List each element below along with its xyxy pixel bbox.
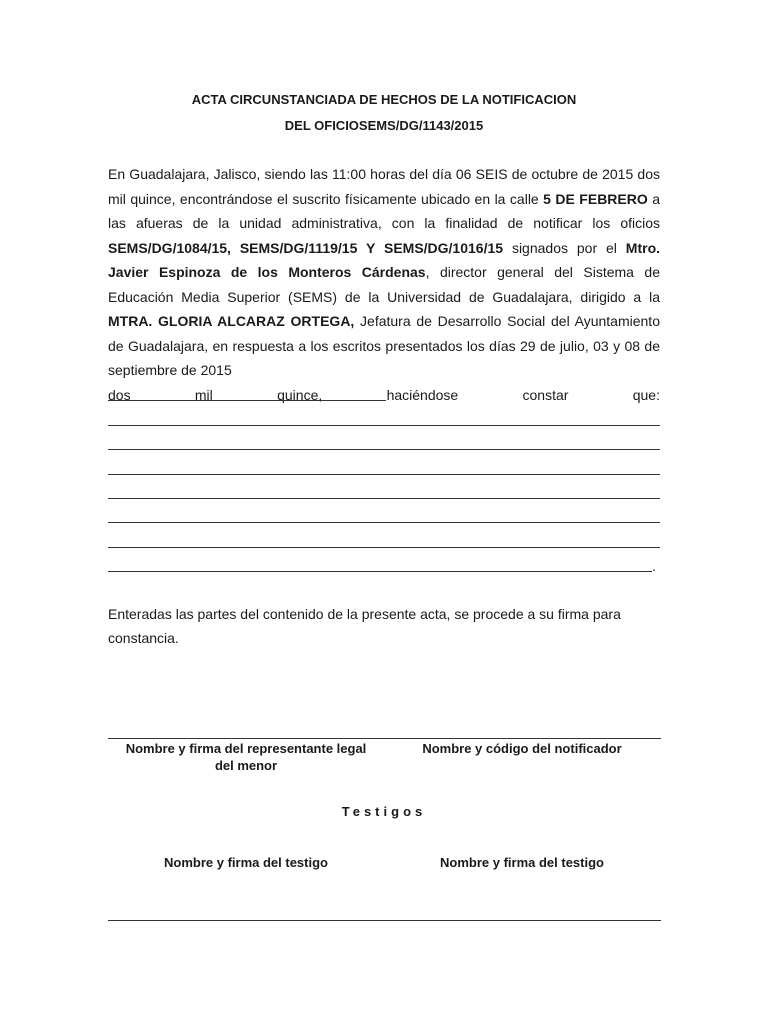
fill-in-line [108,547,660,548]
street-name: 5 DE FEBRERO [543,190,648,207]
body-text-part4: , director general del Sistema de Educación Media Superior (SEMS) de la Universidad de Guadalajara, dirigido a la [108,264,660,305]
signer-name: Mtro. Javier Espinoza de los Monteros Cárdenas [108,239,661,280]
fill-in-line [108,571,652,572]
notifier-signature-label: Nombre y código del notificador [422,741,622,756]
fill-in-line [108,449,660,450]
document-title-line2: DEL OFICIOSEMS/DG/1143/2015 [284,118,484,133]
body-text-part1: En Guadalajara, Jalisco, siendo las 11:00 horas del día 06 SEIS de octubre de 2015 dos mil quince, encontrándose el suscrito físicamente ubicado en la calle [108,166,660,207]
representative-label-line2: del menor [214,758,278,773]
last-word: dos [108,386,131,403]
document-title-line1: ACTA CIRCUNSTANCIADA DE HECHOS DE LA NOTIFICACION [191,92,577,107]
body-text-part3: signados por el [503,239,626,256]
signature-line [108,920,661,921]
fill-in-line [108,474,660,475]
representative-signature-label [108,740,384,774]
witnesses-heading: Testigos [341,804,427,819]
fill-in-line [108,425,660,426]
fill-in-line [108,400,386,401]
representative-label-line1: Nombre y firma del representante legal [125,741,367,756]
witness-signature-label: Nombre y firma del testigo [440,855,604,870]
witness-signature-label: Nombre y firma del testigo [164,855,328,870]
fill-in-end-period: . [652,558,656,574]
fill-in-line [108,522,660,523]
recipient-name: MTRA. GLORIA ALCARAZ ORTEGA, [108,313,355,329]
body-last-line [108,383,660,408]
last-word: quince, [277,386,323,403]
closing-paragraph: Enteradas las partes del contenido de la presente acta, se procede a su firma para constancia. [108,606,621,646]
fill-in-line [108,498,660,499]
last-word: haciéndose [386,386,459,403]
last-word: que: [632,386,660,403]
body-text-part2: a las afueras de la unidad administrativa, con la finalidad de notificar los oficios [108,190,661,231]
signature-line [108,738,661,739]
body-paragraph [108,162,660,407]
last-word: mil [194,386,213,403]
body-text-part5: Jefatura de Desarrollo Social del Ayuntamiento de Guadalajara, en respuesta a los escritos presentados los días 29 de julio, 03 y 08 de septiembre de 2015 [108,313,660,378]
oficios-list: SEMS/DG/1084/15, SEMS/DG/1119/15 Y SEMS/DG/1016/15 [108,239,504,256]
last-word: constar [522,386,569,403]
